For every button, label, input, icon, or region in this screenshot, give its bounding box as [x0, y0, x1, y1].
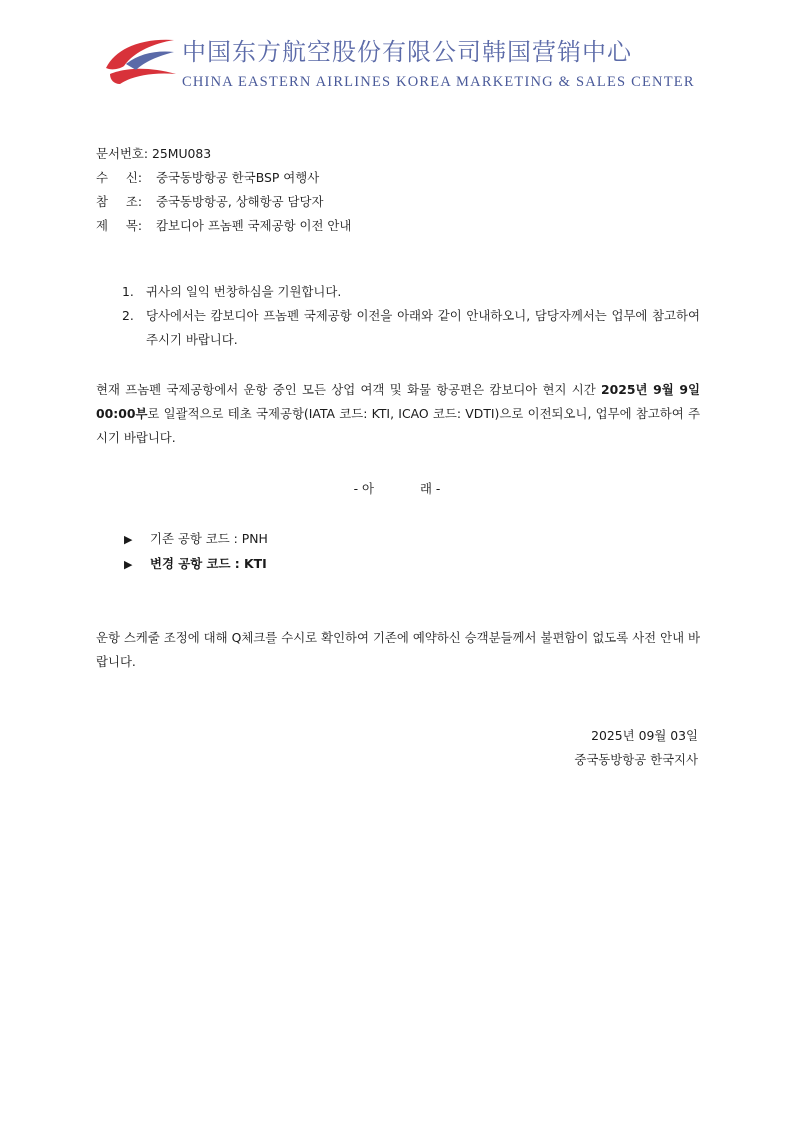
airport-codes: [124, 527, 268, 577]
issuing-org: 중국동방항공 한국지사: [574, 752, 698, 767]
list-text: 당사에서는 캄보디아 프놈펜 국제공항 이전을 아래와 같이 안내하오니, 담당자께서는 업무에 참고하여 주시기 바랍니다.: [146, 308, 700, 347]
doc-number: 25MU083: [152, 146, 212, 161]
list-item: [122, 304, 700, 352]
issue-date: 2025년 09월 03일: [591, 728, 698, 743]
old-airport-code: 기존 공항 코드 : PNH: [150, 531, 268, 546]
doc-number-row: [96, 142, 351, 166]
notice-paragraph: 현재 프놈펜 국제공항에서 운항 중인 모든 상업 여객 및 화물 항공편은 캄보디아 현지 시간 2025년 9월 9일 00:00부로 일괄적으로 테초 국제공항(IATA 코드: KTI, ICAO 코드: VDTI)으로 이전되오니, 업무에 참고하여 주시기 바랍니다.: [96, 382, 700, 445]
list-number: 2.: [122, 308, 134, 323]
subject: 캄보디아 프놈펜 국제공항 이전 안내: [156, 218, 352, 233]
list-item: [122, 280, 700, 304]
company-name-chinese: 中国东方航空股份有限公司韩国营销中心: [182, 38, 632, 66]
arrow-icon: ▶: [124, 558, 133, 571]
reference: 중국동방항공, 상해항공 담당자: [156, 194, 324, 209]
list-text: 귀사의 일익 번창하심을 기원합니다.: [146, 284, 342, 299]
signature-block: [574, 724, 698, 772]
closing-paragraph: 운항 스케줄 조정에 대해 Q체크를 수시로 확인하여 기존에 예약하신 승객분들께서 불편함이 없도록 사전 안내 바랍니다.: [96, 630, 700, 669]
subject-label: 제 목:: [96, 218, 142, 233]
section-heading: - 아 래 -: [353, 481, 441, 496]
arrow-icon: ▶: [124, 533, 133, 546]
document-meta: [96, 142, 351, 238]
new-airport-code: 변경 공항 코드 : KTI: [150, 556, 267, 571]
china-eastern-logo-icon: [104, 34, 178, 90]
numbered-list: [122, 280, 700, 352]
list-number: 1.: [122, 284, 134, 299]
letterhead: [104, 30, 694, 96]
company-name-english: CHINA EASTERN AIRLINES KOREA MARKETING & SALES CENTER: [182, 74, 695, 90]
reference-row: [96, 190, 351, 214]
reference-label: 참 조:: [96, 194, 142, 209]
recipient: 중국동방항공 한국BSP 여행사: [156, 170, 320, 185]
new-code-row: [124, 552, 268, 577]
effective-date: 2025년 9월 9일 00:00부: [96, 382, 700, 421]
old-code-row: [124, 527, 268, 552]
doc-number-label: 문서번호:: [96, 146, 149, 161]
recipient-row: [96, 166, 351, 190]
recipient-label: 수 신:: [96, 170, 142, 185]
subject-row: [96, 214, 351, 238]
